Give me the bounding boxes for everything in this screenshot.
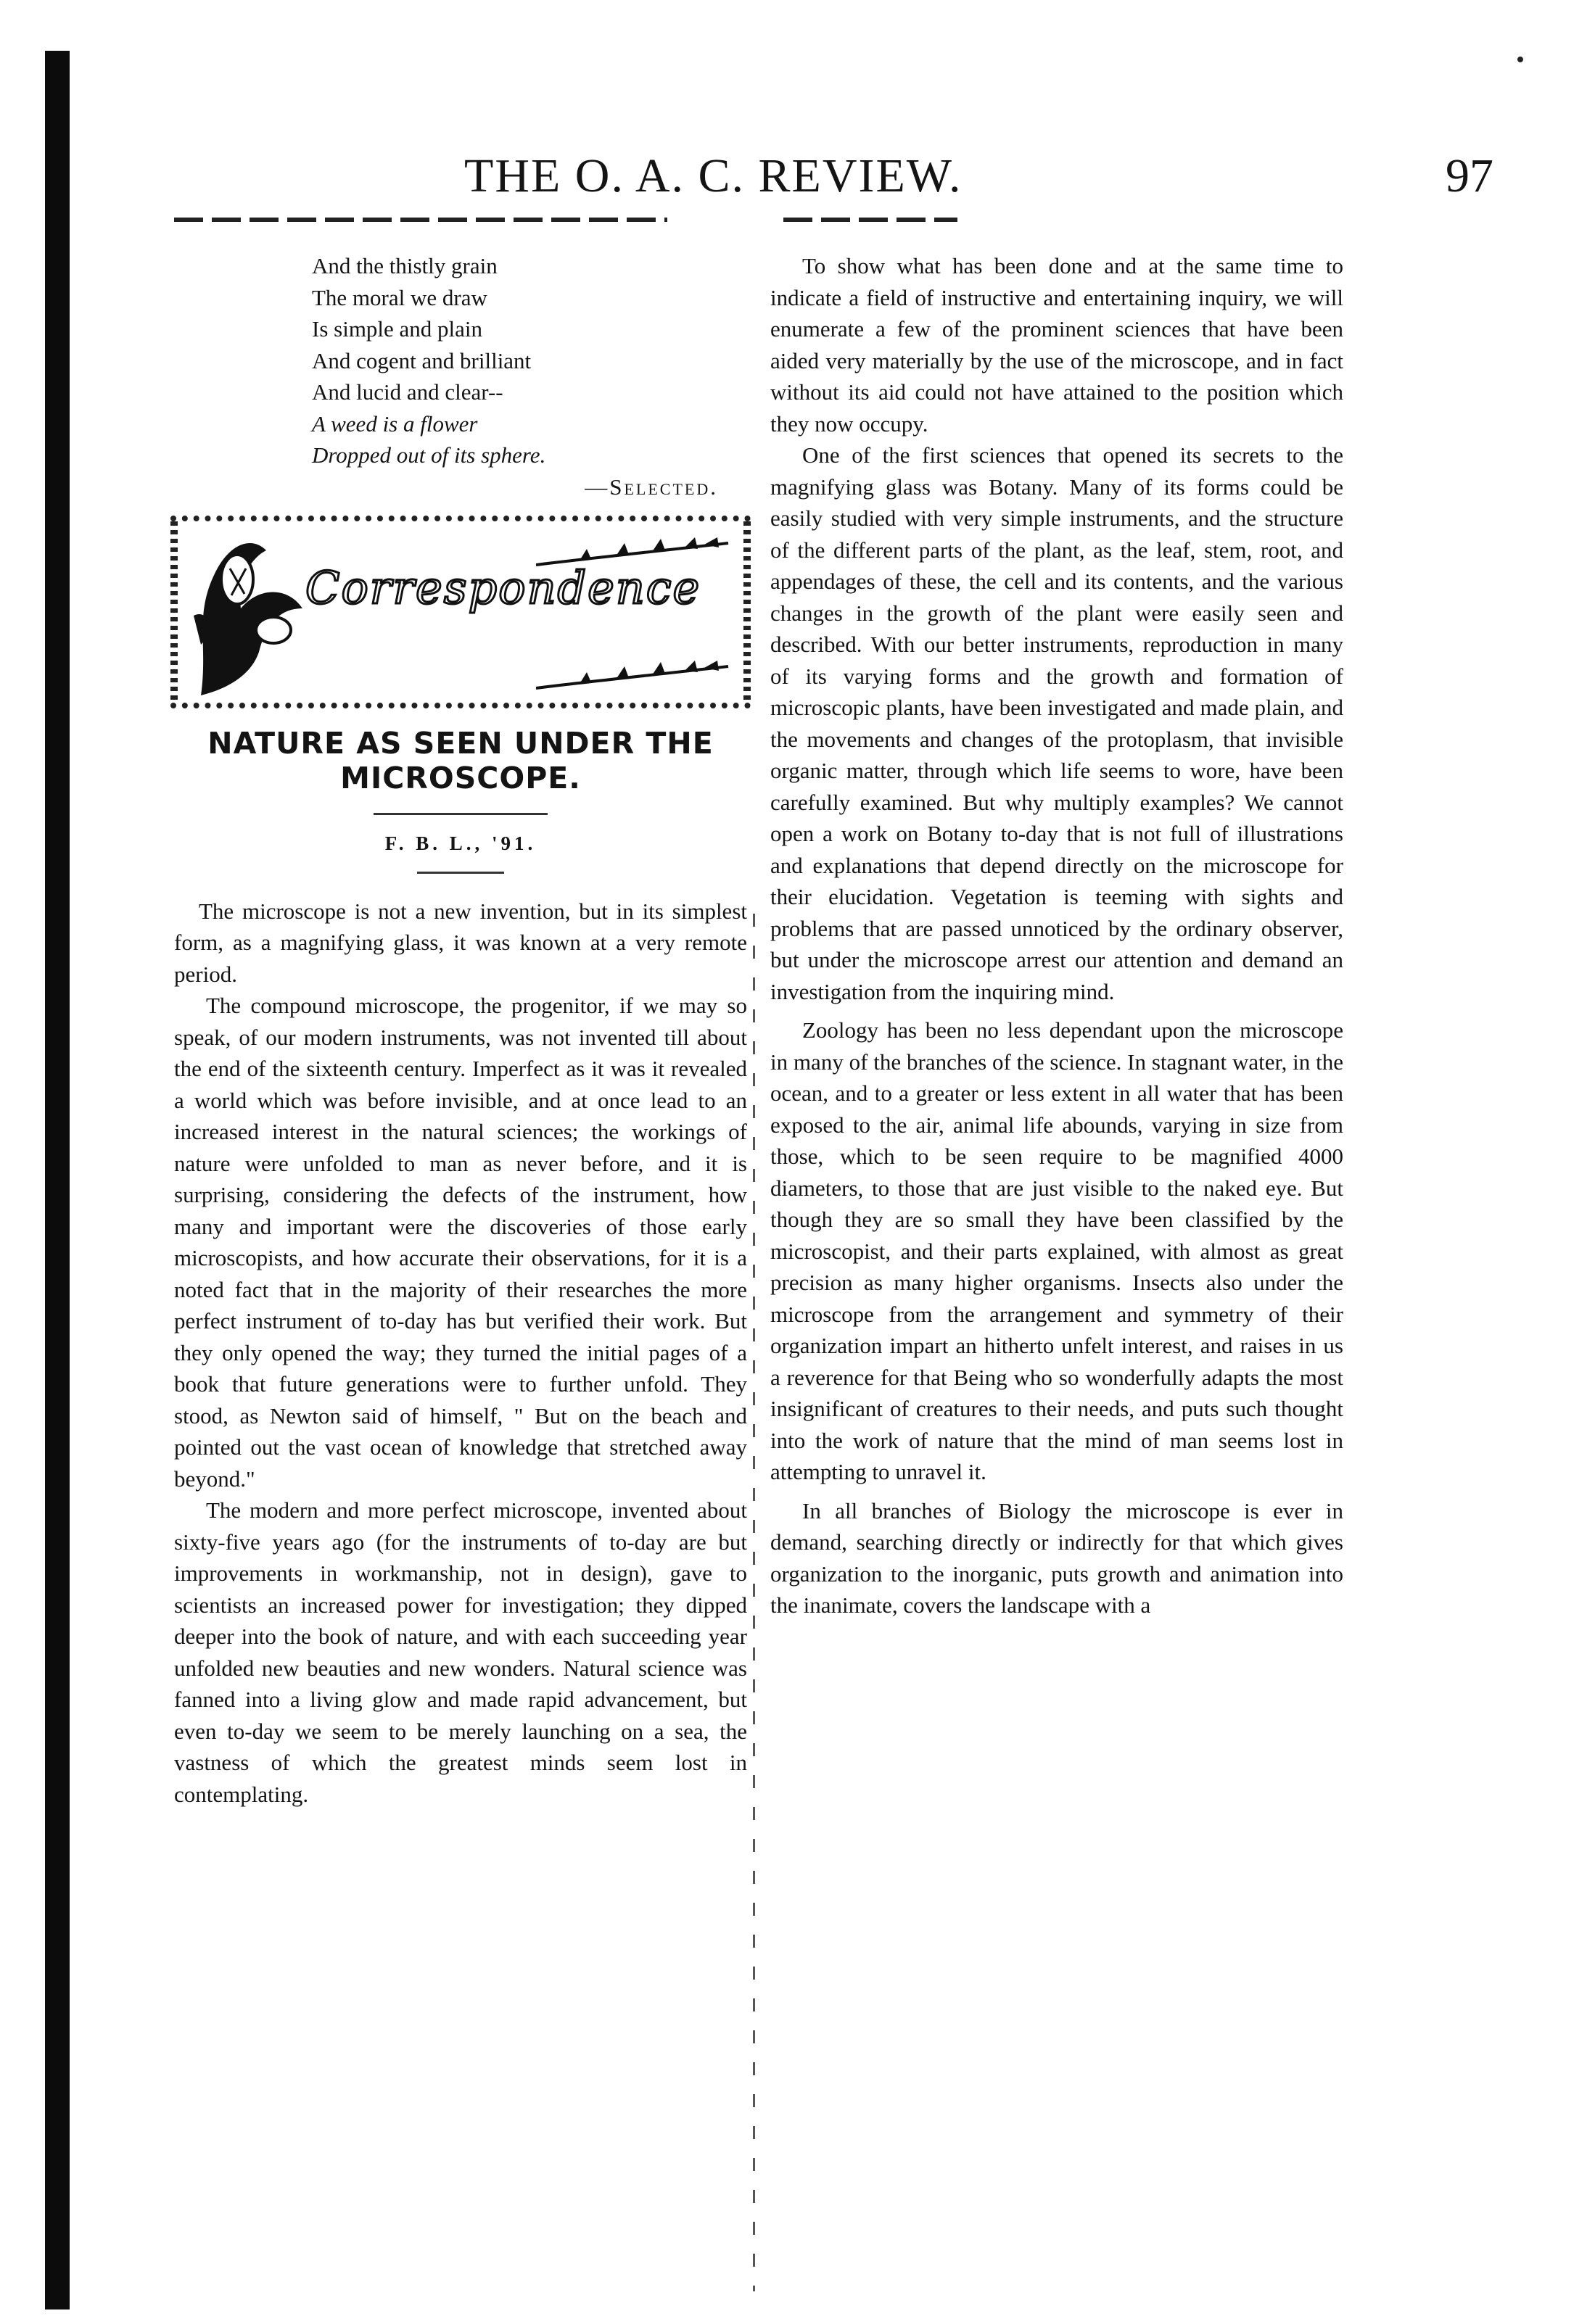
article-title-line: NATURE AS SEEN UNDER THE bbox=[207, 726, 714, 761]
poem-line: And lucid and clear-- bbox=[312, 379, 503, 405]
poem-attribution: —Selected. bbox=[585, 474, 718, 500]
article-paragraph: The microscope is not a new invention, but in its simplest form, as a magnifying glass, it was known at a very remote period. bbox=[174, 898, 747, 987]
column-divider bbox=[753, 914, 755, 2291]
article-paragraph: Zoology has been no less dependant upon the microscope in many of the branches of the science. In stagnant water, in the ocean, and to a greater or less extent in all water that has been exposed to the air, animal life abounds, varying in size from those, which to be seen require to be magnified 4000 diameters, to those that are just visible to the naked eye. But though they are so small they have been classified by the microscopist, and their parts explained, with almost as great precision as many higher organisms. Insects also under the microscope from the arrangement and symmetry of their organization impart an hitherto unfelt interest, and raises in us a reverence for that Being who so wonderfully adapts the most insignificant of creatures to their needs, and puts such thought into the work of nature that the mind of man seems lost in attempting to unravel it. bbox=[770, 1017, 1343, 1484]
lily-ornament-icon bbox=[186, 529, 310, 695]
article-paragraph: To show what has been done and at the same time to indicate a field of instructive and entertaining inquiry, we will enumerate a few of the prominent sciences that have been aided very materially by the use of the microscope, and in fact without its aid could not have attained to the position which they now occupy. bbox=[770, 253, 1343, 437]
article-title-line: MICROSCOPE. bbox=[340, 761, 581, 795]
poem-line: And cogent and brilliant bbox=[312, 347, 532, 373]
poem-line: The moral we draw bbox=[312, 284, 487, 310]
article-paragraph: One of the first sciences that opened its secrets to the magnifying glass was Botany. Many of its forms could be easily studied with very simple instruments, and the structure of the different parts of the plant, as the leaf, stem, root, and appendages of these, the cell and its contents, and the various changes in the growth of the plant were easily seen and described. With our better instruments, reproduction in many of its varying forms and the growth and formation of microscopic plants, have been investigated and made plain, and the movements and changes of the protoplasm, that invisible organic matter, through which life seems to wore, have been carefully examined. But why multiply examples? We cannot open a work on Botany to-day that is not full of illustrations and explanations that depend directly on the microscope for their elucidation. Vegetation is teeming with sights and problems that are passed unnoticed by the ordinary observer, but under the microscope arrest our attention and demand an investigation from the inquiring mind. bbox=[770, 442, 1343, 1004]
banner-border-left bbox=[170, 521, 178, 703]
header-rule-left bbox=[174, 218, 667, 222]
sprig-ornament-icon bbox=[536, 536, 732, 569]
article-title bbox=[174, 726, 747, 795]
correspondence-banner bbox=[170, 516, 751, 708]
banner-border-right bbox=[743, 521, 751, 703]
running-head: THE O. A. C. REVIEW. bbox=[464, 149, 963, 202]
byline-rule bbox=[417, 872, 504, 874]
left-column bbox=[174, 250, 747, 1810]
byline: F. B. L., '91. bbox=[384, 832, 537, 854]
title-rule bbox=[374, 813, 548, 815]
article-paragraph: In all branches of Biology the microscope is ever in demand, searching directly or indirectly for that which gives organization to the inorganic, puts growth and animation into the inanimate, covers the landscape with a bbox=[770, 1497, 1343, 1618]
article-paragraph: The compound microscope, the progenitor, if we may so speak, of our modern instruments, was not invented till about the end of the sixteenth century. Imperfect as it was it revealed a world which was before invisible, and at once lead to an increased interest in the natural sciences; the workings of nature were unfolded to man as never before, and it is surprising, considering the defects of the instrument, how many and important were the discoveries of those early microscopists, and how accurate their observations, for it is a noted fact that in the majority of their researches the more perfect instrument of to-day has but verified their work. But they only opened the way; they turned the initial pages of a book that future generations were to further unfold. They stood, as Newton said of himself, " But on the beach and pointed out the vast ocean of knowledge that stretched away beyond." bbox=[174, 993, 747, 1492]
right-column bbox=[770, 250, 1343, 1621]
poem bbox=[174, 250, 747, 471]
article-paragraph: The modern and more perfect microscope, invented about sixty-five years ago (for the instruments of to-day are but improvements in workmanship, not in design), gave to scientists an increased power for investigation; they dipped deeper into the book of nature, and with each succeeding year unfolded new beauties and new wonders. Natural science was fanned into a living glow and made rapid advancement, but even to-day we seem to be merely launching on a sea, the vastness of which the greatest minds seem lost in contemplating. bbox=[174, 1497, 747, 1807]
page-header bbox=[160, 149, 1493, 228]
page-number: 97 bbox=[1446, 149, 1493, 202]
banner-title: Correspondence bbox=[305, 561, 701, 614]
poem-line: Is simple and plain bbox=[312, 316, 483, 342]
scan-edge bbox=[45, 51, 70, 2309]
poem-line: And the thistly grain bbox=[312, 253, 498, 278]
poem-line-italic: Dropped out of its sphere. bbox=[312, 442, 546, 468]
header-rule-right bbox=[783, 218, 957, 222]
scan-speck bbox=[1517, 57, 1523, 62]
poem-line-italic: A weed is a flower bbox=[312, 410, 478, 437]
sprig-ornament-icon bbox=[536, 659, 732, 692]
